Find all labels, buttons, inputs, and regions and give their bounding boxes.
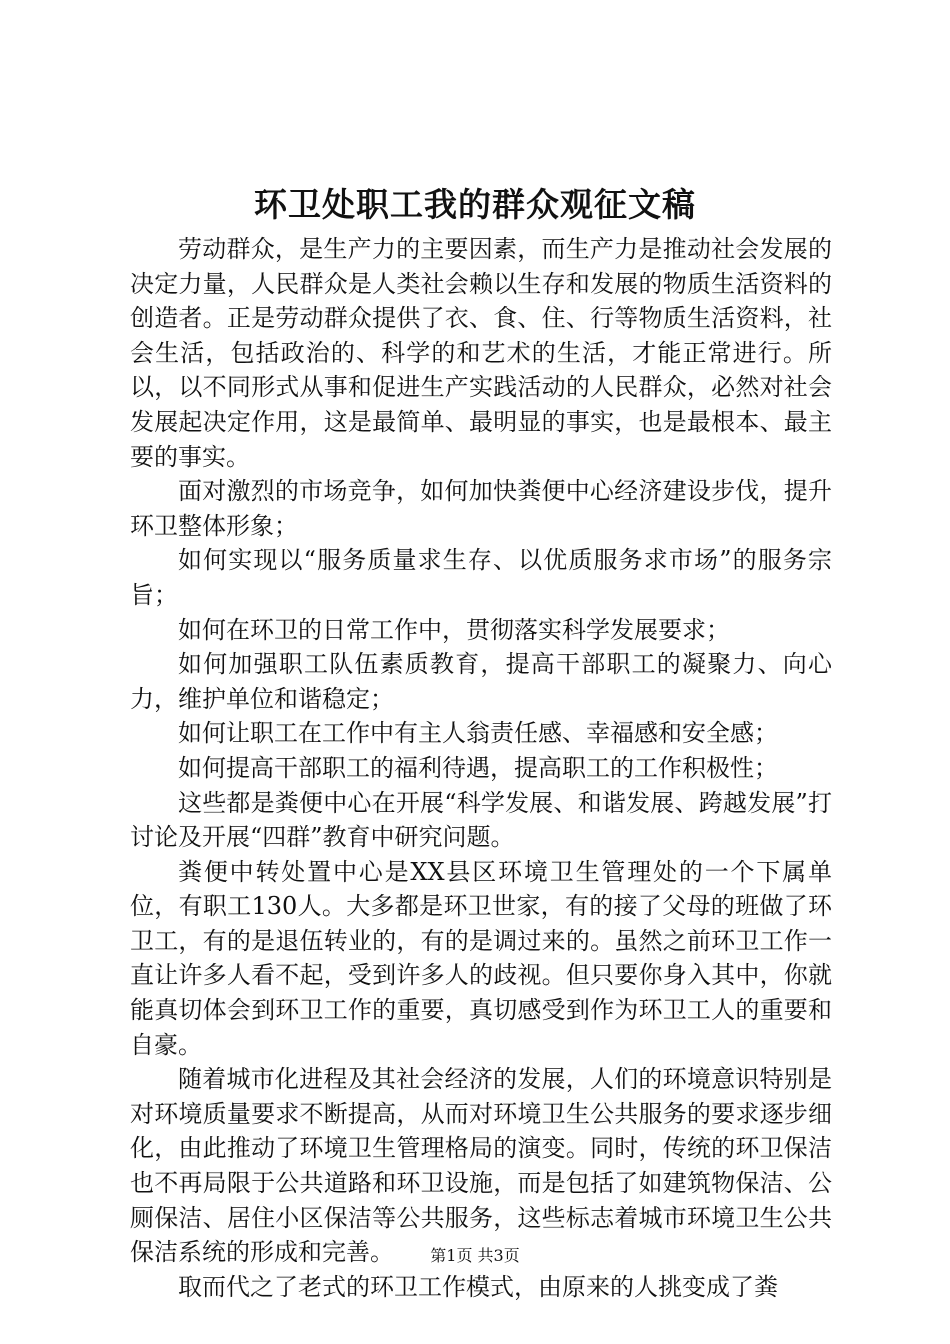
paragraph: 随着城市化进程及其社会经济的发展，人们的环境意识特别是对环境质量要求不断提高，从而对环境卫生公共服务的要求逐步细化，由此推动了环境卫生管理格局的演变。同时，传统的环卫保洁也不再局限于公共道路和环卫设施，而是包括了如建筑物保洁、公厕保洁、居住小区保洁等公共服务，这些标志着城市环境卫生公共保洁系统的形成和完善。 (130, 1065, 832, 1267)
paragraph: 劳动群众，是生产力的主要因素，而生产力是推动社会发展的决定力量，人民群众是人类社会赖以生存和发展的物质生活资料的创造者。正是劳动群众提供了衣、食、住、行等物质生活资料，社会生活，包括政治的、科学的和艺术的生活，才能正常进行。所以，以不同形式从事和促进生产实践活动的人民群众，必然对社会发展起决定作用，这是最简单、最明显的事实，也是最根本、最主要的事实。 (130, 235, 832, 471)
paragraph: 粪便中转处置中心是XX县区环境卫生管理处的一个下属单位，有职工130人。大多都是环卫世家，有的接了父母的班做了环卫工，有的是退伍转业的，有的是调过来的。虽然之前环卫工作一直让许多人看不起，受到许多人的歧视。但只要你身入其中，你就能真切体会到环卫工作的重要，真切感受到作为环卫工人的重要和自豪。 (130, 857, 832, 1059)
document-title: 环卫处职工我的群众观征文稿 (254, 185, 696, 224)
paragraph: 取而代之了老式的环卫工作模式，由原来的人挑变成了粪 (178, 1272, 778, 1301)
paragraph: 如何实现以“服务质量求生存、以优质服务求市场”的服务宗旨； (130, 546, 832, 609)
paragraph: 面对激烈的市场竞争，如何加快粪便中心经济建设步伐，提升环卫整体形象； (130, 477, 832, 540)
paragraph: 如何在环卫的日常工作中，贯彻落实科学发展要求； (178, 615, 730, 644)
paragraph: 如何加强职工队伍素质教育，提高干部职工的凝聚力、向心力，维护单位和谐稳定； (130, 650, 832, 713)
paragraph: 如何提高干部职工的福利待遇，提高职工的工作积极性； (178, 753, 778, 782)
paragraph: 如何让职工在工作中有主人翁责任感、幸福感和安全感； (178, 719, 778, 748)
paragraph: 这些都是粪便中心在开展“科学发展、和谐发展、跨越发展”打讨论及开展“四群”教育中研究问题。 (130, 788, 832, 852)
document-body (130, 232, 832, 1304)
page-footer: 第1页 共3页 (430, 1246, 520, 1265)
